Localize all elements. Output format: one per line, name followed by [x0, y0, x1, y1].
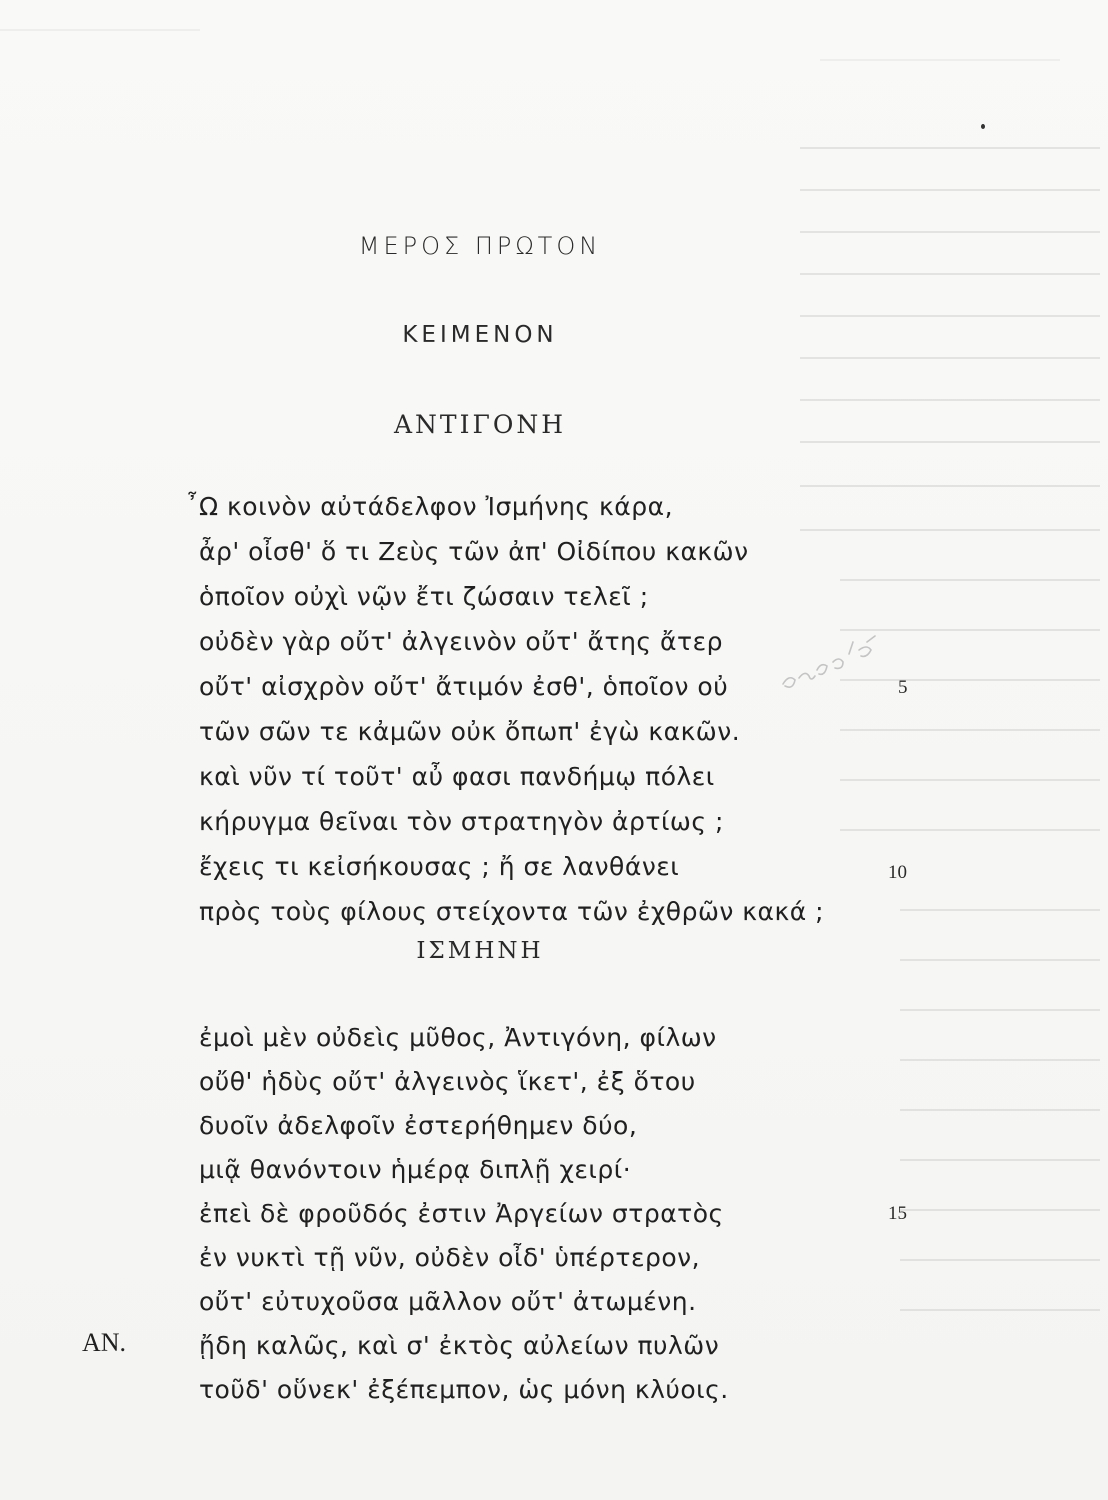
pencil-margin-note	[775, 632, 885, 702]
verse-line: οὔτ' εὐτυχοῦσα μᾶλλον οὔτ' ἀτωμένη.	[199, 1287, 697, 1316]
verse-line: κήρυγμα θεῖναι τὸν στρατηγὸν ἀρτίως ;	[199, 807, 724, 836]
text-title: ΚΕΙΜΕΝΟΝ	[402, 322, 558, 348]
verse-line: ὁποῖον οὐχὶ νῷν ἔτι ζώσαιν τελεῖ ;	[199, 582, 649, 611]
verse-line: καὶ νῦν τί τοῦτ' αὖ φασι πανδήμῳ πόλει	[199, 762, 715, 791]
verse-line: μιᾷ θανόντοιν ἡμέρᾳ διπλῇ χειρί·	[199, 1155, 632, 1184]
verse-line: ἐμοὶ μὲν οὐδεὶς μῦθος, Ἀντιγόνη, φίλων	[199, 1023, 717, 1052]
verse-line: οὐδὲν γὰρ οὔτ' ἀλγεινὸν οὔτ' ἄτης ἄτερ	[199, 627, 723, 656]
verse-line: πρὸς τοὺς φίλους στείχοντα τῶν ἐχθρῶν κακά ;	[199, 897, 825, 926]
verse-line: ῏Ω κοινὸν αὐτάδελφον Ἰσμήνης κάρα,	[186, 492, 674, 521]
verse-line: τῶν σῶν τε κἀμῶν οὐκ ὄπωπ' ἐγὼ κακῶν.	[199, 717, 741, 746]
line-number: 10	[888, 862, 907, 883]
line-number: 5	[898, 677, 908, 698]
part-title: ΜΕΡΟΣ ΠΡΩΤΟΝ	[358, 232, 602, 260]
verse-line: ἐν νυκτὶ τῇ νῦν, οὐδὲν οἶδ' ὑπέρτερον,	[199, 1243, 701, 1272]
margin-note-text: ουδ' ουσ	[775, 700, 779, 701]
ink-speck	[981, 124, 985, 129]
verse-line: ἔχεις τι κεἰσήκουσας ; ἤ σε λανθάνει	[199, 852, 680, 881]
verse-line: τοῦδ' οὕνεκ' ἐξέπεμπον, ὡς μόνη κλύοις.	[199, 1375, 729, 1404]
play-title: ΑΝΤΙΓΟΝΗ	[394, 410, 566, 439]
verse-line: δυοῖν ἀδελφοῖν ἐστερήθημεν δύο,	[199, 1111, 638, 1140]
verse-line: οὔτ' αἰσχρὸν οὔτ' ἄτιμόν ἐσθ', ὁποῖον οὐ	[199, 672, 729, 701]
verse-line: ᾔδη καλῶς, καὶ σ' ἐκτὸς αὐλείων πυλῶν	[199, 1331, 720, 1360]
speaker-label-antigone: ΑΝ.	[82, 1328, 127, 1357]
verse-line: ἆρ' οἶσθ' ὅ τι Ζεὺς τῶν ἀπ' Οἰδίπου κακῶν	[199, 537, 749, 566]
line-number: 15	[888, 1203, 907, 1224]
speaker-heading-ismene: ΙΣΜΗΝΗ	[416, 938, 544, 964]
verse-line: ἐπεὶ δὲ φροῦδός ἐστιν Ἀργείων στρατὸς	[199, 1199, 724, 1228]
verse-line: οὔθ' ἡδὺς οὔτ' ἀλγεινὸς ἵκετ', ἐξ ὅτου	[199, 1067, 696, 1096]
